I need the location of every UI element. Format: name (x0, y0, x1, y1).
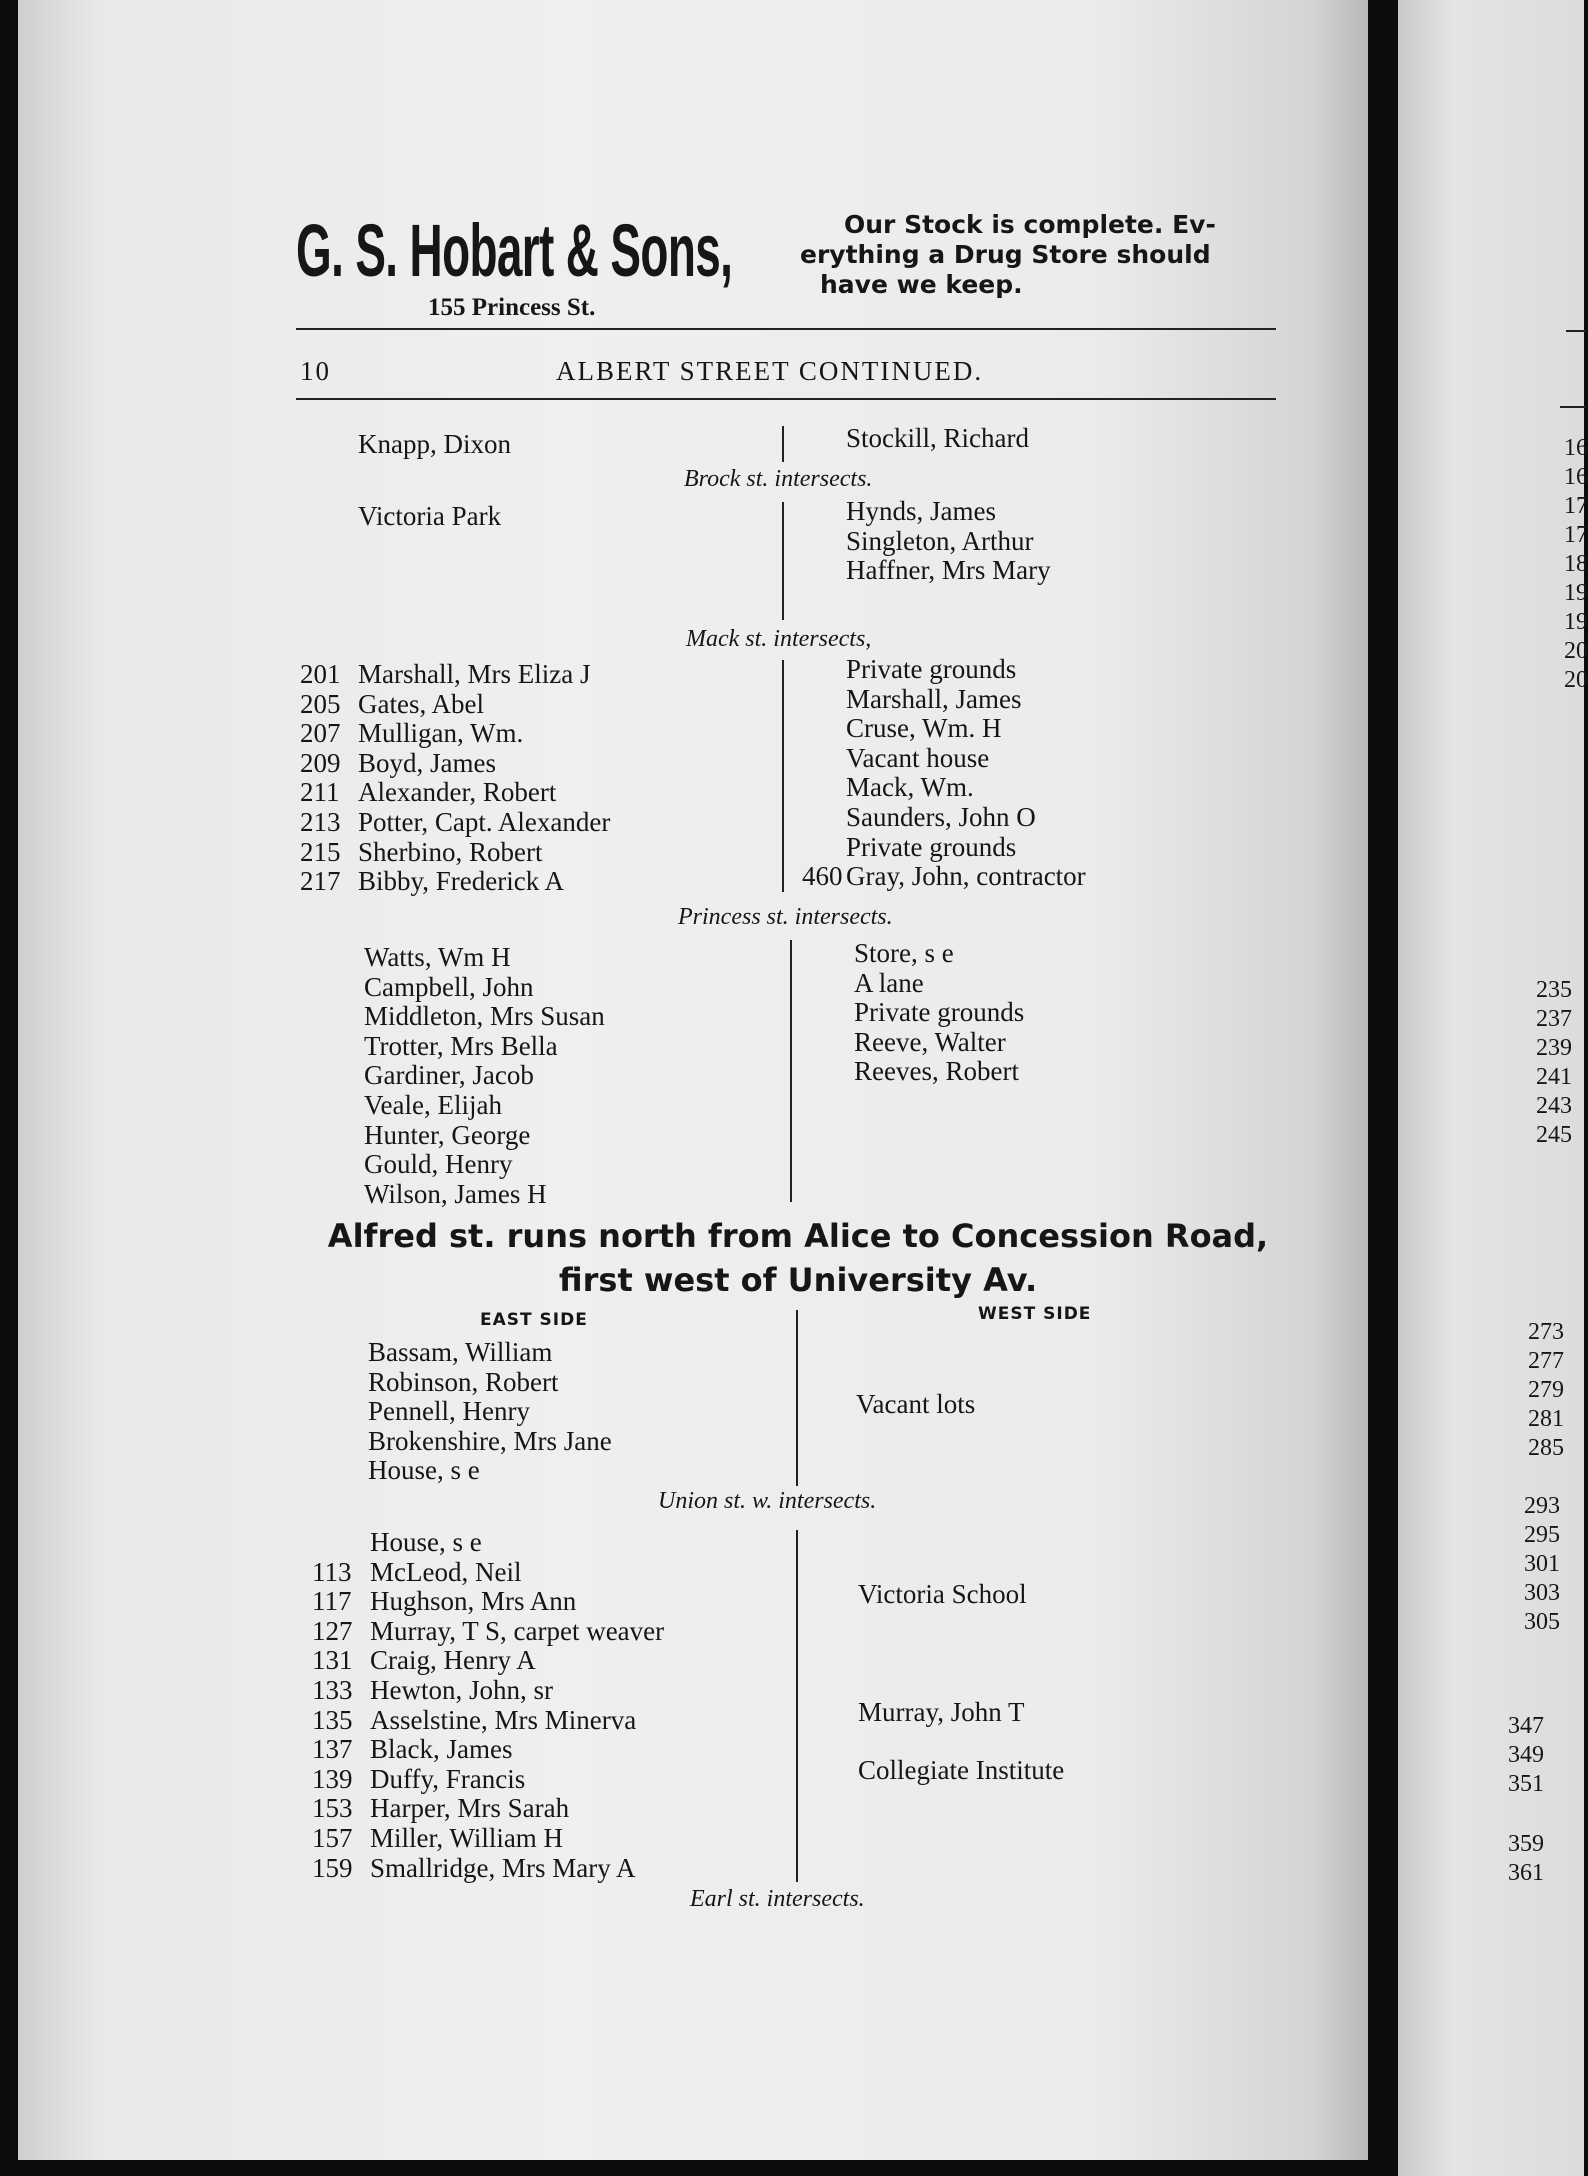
house-number: 207 (300, 718, 341, 749)
murray-note: Murray, John T (858, 1697, 1025, 1727)
resident-name: Craig, Henry A (370, 1645, 536, 1676)
west-side-label: WEST SIDE (978, 1304, 1092, 1324)
house-number: 153 (312, 1793, 353, 1824)
house-number: 347 (1508, 1713, 1544, 1739)
house-number: 205 (300, 688, 341, 719)
left-page (18, 0, 1368, 2160)
resident-name: Mack, Wm. (846, 772, 974, 803)
ad-text-line: have we keep. (820, 270, 1023, 299)
column-divider (782, 660, 784, 892)
house-number: 201 (300, 659, 341, 689)
resident-name: Cruse, Wm. H (846, 713, 1002, 744)
list-item: A lane (854, 967, 924, 998)
resident-name: Private grounds (846, 654, 1017, 684)
resident-name: Hewton, John, sr (370, 1674, 553, 1705)
ad-text-line: Our Stock is complete. Ev- (844, 210, 1216, 239)
resident-name: House, s e (370, 1527, 482, 1557)
facing-page (1398, 0, 1588, 2176)
list-item (300, 808, 610, 838)
house-number: 139 (312, 1763, 353, 1794)
house-number: 361 (1508, 1860, 1544, 1886)
house-number: 135 (312, 1704, 353, 1735)
column-divider (782, 426, 784, 462)
header-rule (296, 398, 1276, 400)
house-number: 20 (1564, 667, 1588, 693)
list-item (300, 660, 610, 690)
resident-name: Asselstine, Mrs Minerva (370, 1704, 637, 1735)
house-number: 243 (1536, 1093, 1572, 1119)
list-item: Wilson, James H (364, 1178, 547, 1209)
house-number: 213 (300, 806, 341, 837)
cross-street: Earl st. intersects. (690, 1886, 865, 1912)
list-item (802, 685, 1086, 715)
list-item: Hunter, George (364, 1119, 531, 1150)
list-item (802, 744, 1086, 774)
facing-page-numbers (1508, 1830, 1544, 1888)
section-heading-line: first west of University Av. (558, 1261, 1038, 1299)
house-number: 19 (1564, 580, 1588, 606)
resident-name: Black, James (370, 1734, 513, 1765)
left-column-group (368, 1338, 612, 1486)
left-column-group (300, 660, 610, 897)
list-item: Knapp, Dixon (358, 429, 511, 459)
resident-name: Duffy, Francis (370, 1763, 526, 1794)
list-item (802, 803, 1086, 833)
house-number: 113 (312, 1556, 352, 1587)
cross-street: Brock st. intersects. (684, 466, 873, 492)
house-number: 209 (300, 747, 341, 778)
house-number: 285 (1528, 1435, 1564, 1461)
house-number: 460 (802, 861, 843, 892)
list-item (802, 833, 1086, 863)
facing-page-numbers (1524, 1492, 1560, 1637)
list-item (312, 1587, 664, 1617)
resident-name: McLeod, Neil (370, 1556, 522, 1587)
resident-name: Harper, Mrs Sarah (370, 1793, 570, 1824)
house-number: 16 (1564, 464, 1588, 490)
list-item (312, 1765, 664, 1795)
facing-page-numbers (1536, 976, 1572, 1150)
list-item: Robinson, Robert (368, 1366, 559, 1397)
right-column-group (802, 655, 1086, 892)
house-number: 351 (1508, 1771, 1544, 1797)
section-heading-line: Alfred st. runs north from Alice to Concession Road, (327, 1217, 1269, 1255)
list-item (300, 838, 610, 868)
vacant-lots-note: Vacant lots (856, 1389, 976, 1419)
list-item: Private grounds (854, 997, 1025, 1028)
house-number: 131 (312, 1645, 353, 1676)
house-number: 245 (1536, 1122, 1572, 1148)
right-column-group (846, 497, 1051, 586)
house-number: 127 (312, 1615, 353, 1646)
list-item (312, 1706, 664, 1736)
house-number: 217 (300, 866, 341, 897)
resident-name: Potter, Capt. Alexander (358, 806, 611, 837)
list-item: Brokenshire, Mrs Jane (368, 1425, 612, 1456)
list-item: Gould, Henry (364, 1149, 513, 1180)
ad-business-name: G. S. Hobart & Sons, (296, 209, 733, 292)
list-item: Trotter, Mrs Bella (364, 1030, 558, 1061)
resident-name: Mulligan, Wm. (358, 718, 524, 749)
list-item (312, 1558, 664, 1588)
house-number: 237 (1536, 1006, 1572, 1032)
resident-name: Boyd, James (358, 747, 496, 778)
house-number: 301 (1524, 1551, 1560, 1577)
column-divider (782, 502, 784, 620)
resident-name: Saunders, John O (846, 801, 1036, 832)
column-divider (790, 940, 792, 1202)
house-number: 17 (1564, 522, 1588, 548)
list-item (300, 867, 610, 897)
list-item: Middleton, Mrs Susan (364, 1001, 605, 1032)
victoria-school-note: Victoria School (858, 1579, 1027, 1609)
facing-page-numbers (1528, 1318, 1564, 1463)
section-heading (298, 1214, 1298, 1302)
page-number: 10 (300, 356, 331, 386)
list-item: Store, s e (854, 938, 954, 968)
house-number: 303 (1524, 1580, 1560, 1606)
ad-text-line: erything a Drug Store should (800, 240, 1211, 269)
list-item (300, 778, 610, 808)
list-item: Veale, Elijah (364, 1089, 502, 1120)
list-item (312, 1794, 664, 1824)
list-item: Stockill, Richard (846, 423, 1029, 453)
left-column-group (364, 943, 605, 1209)
house-number: 277 (1528, 1348, 1564, 1374)
list-item: House, s e (368, 1455, 480, 1486)
cross-street: Union st. w. intersects. (658, 1488, 877, 1514)
list-item (802, 862, 1086, 892)
resident-name: Murray, T S, carpet weaver (370, 1615, 665, 1646)
cross-street: Mack st. intersects, (686, 626, 872, 652)
resident-name: Sherbino, Robert (358, 836, 543, 867)
list-item (312, 1735, 664, 1765)
resident-name: Gates, Abel (358, 688, 484, 719)
house-number: 281 (1528, 1406, 1564, 1432)
list-item (300, 749, 610, 779)
house-number: 241 (1536, 1064, 1572, 1090)
list-item (802, 714, 1086, 744)
resident-name: Miller, William H (370, 1822, 564, 1853)
house-number: 16 (1564, 435, 1588, 461)
column-divider (796, 1530, 798, 1882)
house-number: 359 (1508, 1831, 1544, 1857)
facing-page-numbers (1564, 434, 1588, 695)
list-item (312, 1824, 664, 1854)
right-column-group (846, 424, 1029, 454)
resident-name: Gray, John, contractor (846, 861, 1086, 892)
list-item: Haffner, Mrs Mary (846, 555, 1051, 586)
house-number: 235 (1536, 977, 1572, 1003)
left-column-group (358, 430, 511, 460)
list-item: Singleton, Arthur (846, 525, 1034, 556)
house-number: 137 (312, 1734, 353, 1765)
list-item (312, 1646, 664, 1676)
resident-name: Smallridge, Mrs Mary A (370, 1852, 636, 1883)
list-item: Reeves, Robert (854, 1056, 1019, 1087)
house-number: 279 (1528, 1377, 1564, 1403)
house-number: 157 (312, 1822, 353, 1853)
house-number: 349 (1508, 1742, 1544, 1768)
east-side-label: EAST SIDE (480, 1310, 588, 1330)
facing-page-numbers (1508, 1712, 1544, 1799)
house-number: 133 (312, 1674, 353, 1705)
list-item (312, 1617, 664, 1647)
house-number: 295 (1524, 1522, 1560, 1548)
list-item: Victoria Park (358, 501, 502, 531)
right-column-group (854, 939, 1024, 1087)
column-divider (796, 1310, 798, 1486)
list-item (300, 719, 610, 749)
ad-address: 155 Princess St. (428, 294, 596, 321)
facing-page-rule (1566, 330, 1586, 332)
list-item (312, 1676, 664, 1706)
page-title: ALBERT STREET CONTINUED. (556, 356, 984, 386)
resident-name: Private grounds (846, 831, 1017, 862)
house-number: 159 (312, 1852, 353, 1883)
house-number: 19 (1564, 609, 1588, 635)
house-number: 305 (1524, 1609, 1560, 1635)
resident-name: Alexander, Robert (358, 777, 557, 808)
house-number: 239 (1536, 1035, 1572, 1061)
house-number: 17 (1564, 493, 1588, 519)
left-column-group (358, 502, 501, 532)
list-item (300, 690, 610, 720)
collegiate-institute-note: Collegiate Institute (858, 1755, 1065, 1785)
list-item (312, 1854, 664, 1884)
house-number: 215 (300, 836, 341, 867)
list-item: Hynds, James (846, 496, 996, 526)
list-item (802, 655, 1086, 685)
resident-name: Bibby, Frederick A (358, 866, 564, 897)
list-item: Bassam, William (368, 1337, 553, 1367)
house-number: 20 (1564, 638, 1588, 664)
list-item: Campbell, John (364, 971, 534, 1002)
list-item (802, 773, 1086, 803)
house-number: 18 (1564, 551, 1588, 577)
house-number: 273 (1528, 1319, 1564, 1345)
house-number: 117 (312, 1586, 352, 1617)
ad-rule (296, 328, 1276, 330)
cross-street: Princess st. intersects. (678, 904, 893, 930)
ad-text (800, 210, 1216, 300)
facing-page-rule (1560, 406, 1586, 408)
resident-name: Marshall, Mrs Eliza J (358, 659, 591, 689)
house-number: 293 (1524, 1493, 1560, 1519)
left-column-group (312, 1528, 664, 1883)
resident-name: Marshall, James (846, 683, 1022, 714)
list-item: Gardiner, Jacob (364, 1060, 534, 1091)
list-item: Reeve, Walter (854, 1026, 1006, 1057)
house-number: 211 (300, 777, 340, 808)
list-item (312, 1528, 664, 1558)
resident-name: Hughson, Mrs Ann (370, 1586, 577, 1617)
list-item: Pennell, Henry (368, 1396, 530, 1427)
list-item: Watts, Wm H (364, 942, 511, 972)
resident-name: Vacant house (846, 742, 990, 773)
